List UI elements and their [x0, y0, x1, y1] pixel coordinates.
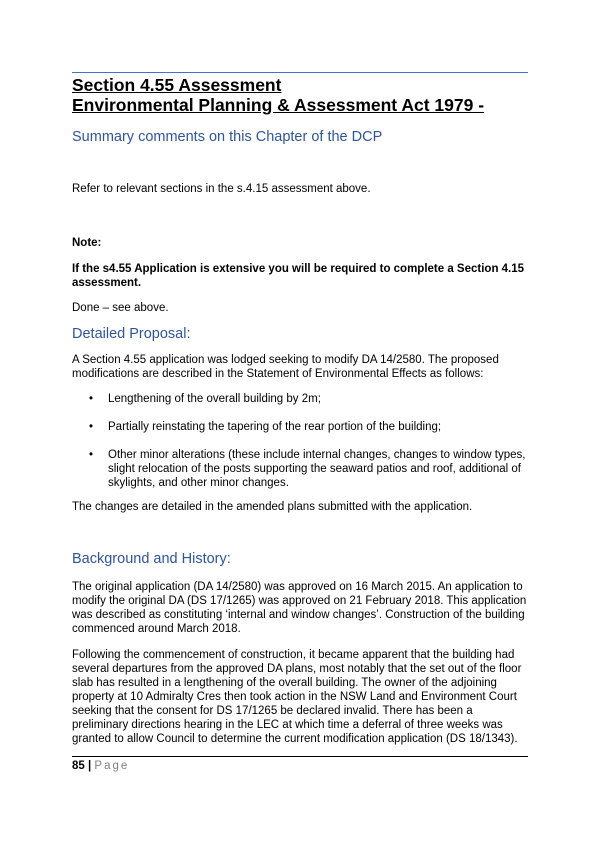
title-line-1: Section 4.55 Assessment — [72, 75, 282, 95]
header-rule — [72, 72, 528, 73]
note-label: Note: — [72, 237, 102, 249]
page-footer — [72, 760, 129, 772]
background-paragraph-2: Following the commencement of construction, it became apparent that the building had several departures from the approved DA plans, most notably that the set out of the floor slab has resulted in a lengthening of the overall building. The owner of the adjoining property at 10 Admiralty Cres then took action in the NSW Land and Environment Court seeking that the consent for DS 17/1265 be declared invalid. There has been a preliminary directions hearing in the LEC at which time a deferral of three weeks was granted to allow Council to determine the current modification application (DS 18/1343). — [72, 649, 522, 745]
page-word: Page — [94, 760, 130, 772]
footer-separator: | — [88, 760, 92, 772]
bullet-icon: • — [89, 449, 94, 461]
bullet-icon: • — [89, 421, 94, 433]
page-number: 85 — [72, 760, 85, 772]
title-line-2: Environmental Planning & Assessment Act 1979 - — [72, 95, 485, 115]
note-paragraph: If the s4.55 Application is extensive you will be required to complete a Section 4.15 assessment. — [72, 263, 525, 289]
detailed-proposal-heading: Detailed Proposal: — [72, 326, 191, 342]
done-paragraph: Done – see above. — [72, 302, 169, 314]
background-heading: Background and History: — [72, 551, 231, 567]
bullet-icon: • — [89, 393, 94, 405]
modification-list — [72, 392, 532, 490]
list-item: • Other minor alterations (these include internal changes, changes to window types, slight relocation of the posts supporting the seaward patios and roof, additional of skylights, and other minor changes. — [89, 449, 526, 489]
page-title — [72, 75, 532, 115]
list-item: • Lengthening of the overall building by 2m; — [89, 393, 321, 405]
detailed-intro-paragraph: A Section 4.55 application was lodged seeking to modify DA 14/2580. The proposed modifications are described in the Statement of Environmental Effects as follows: — [72, 354, 499, 380]
changes-paragraph: The changes are detailed in the amended plans submitted with the application. — [72, 501, 473, 513]
summary-heading: Summary comments on this Chapter of the DCP — [72, 129, 383, 145]
background-paragraph-1: The original application (DA 14/2580) was approved on 16 March 2015. An application to modify the original DA (DS 17/1265) was approved on 21 February 2018. This application was described as constituting ‘internal and window changes’. Construction of the building commenced around March 2018. — [72, 581, 527, 635]
footer-rule — [72, 756, 528, 757]
list-item: • Partially reinstating the tapering of the rear portion of the building; — [89, 421, 442, 433]
refer-paragraph: Refer to relevant sections in the s.4.15 assessment above. — [72, 183, 371, 195]
